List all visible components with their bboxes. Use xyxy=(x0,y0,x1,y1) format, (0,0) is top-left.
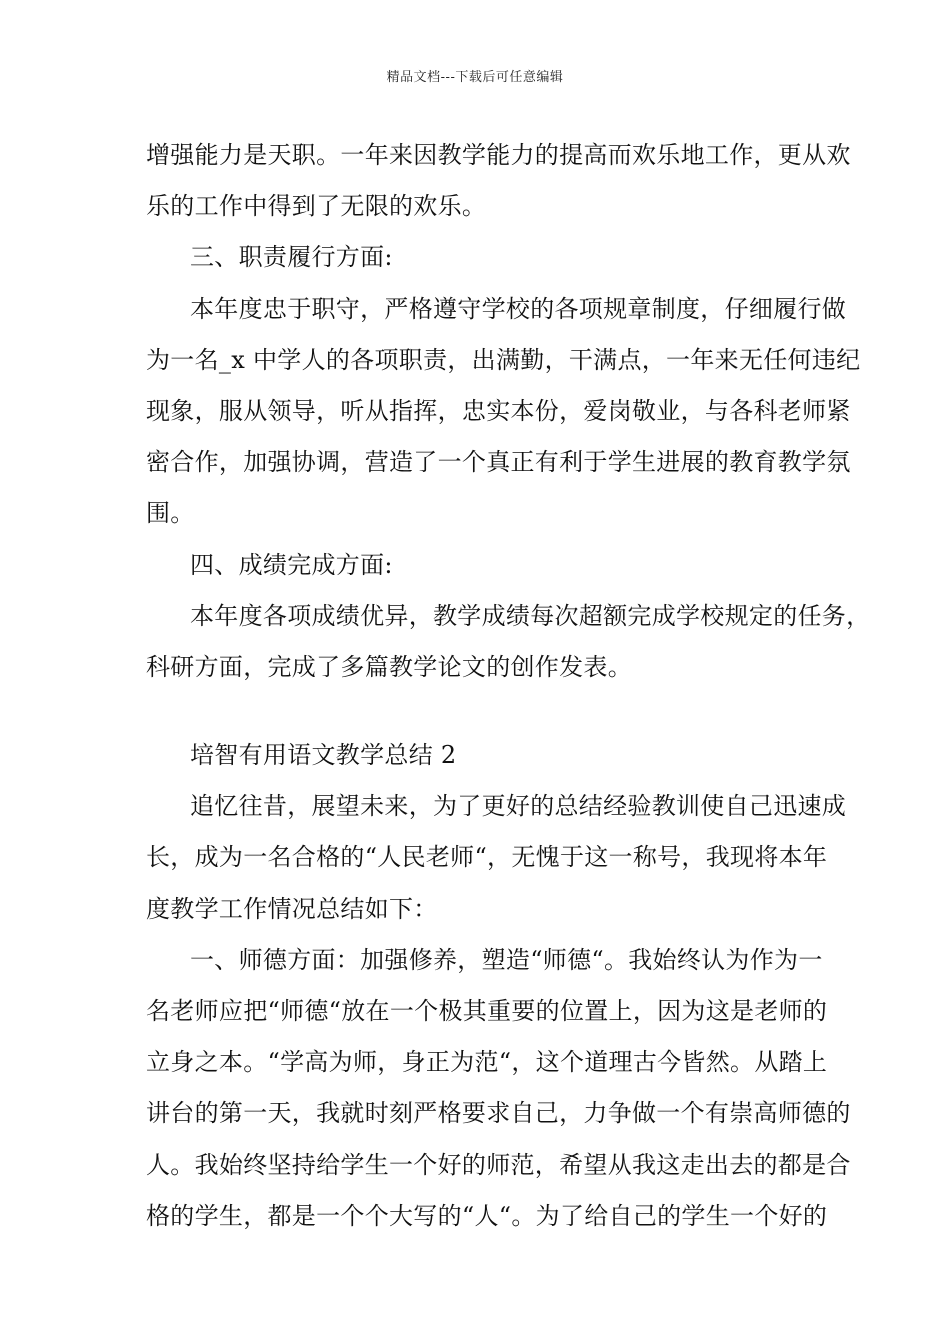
paragraph-line: 科研方面，完成了多篇教学论文的创作发表。 xyxy=(146,652,632,681)
paragraph-line: 格的学生，都是一个个大写的“人“。为了给自己的学生一个好的 xyxy=(146,1201,828,1230)
document-subtitle: 培智有用语文教学总结 2 xyxy=(190,741,457,770)
paragraph-line: 现象，服从领导，听从指挥，忠实本份，爱岗敬业，与各科老师紧 xyxy=(146,396,851,425)
paragraph-line: 一、师德方面：加强修养，塑造“师德“。我始终认为作为一 xyxy=(190,945,823,974)
paragraph-gap xyxy=(146,693,816,730)
paragraph-line: 围。 xyxy=(146,499,195,528)
paragraph-line: 度教学工作情况总结如下： xyxy=(146,894,438,923)
section-heading: 三、职责履行方面: xyxy=(190,243,393,272)
paragraph-line: 长，成为一名合格的“人民老师“，无愧于这一称号，我现将本年 xyxy=(146,843,828,872)
paragraph-line: 密合作，加强协调，营造了一个真正有利于学生进展的教育教学氛 xyxy=(146,448,851,477)
paragraph-line: 名老师应把“师德“放在一个极其重要的位置上，因为这是老师的 xyxy=(146,997,828,1025)
paragraph-line: 本年度各项成绩优异，教学成绩每次超额完成学校规定的任务， xyxy=(190,601,871,630)
paragraph-line: 追忆往昔，展望未来，为了更好的总结经验教训使自己迅速成 xyxy=(190,792,847,821)
paragraph-line: 为一名_x 中学人的各项职责，出满勤，干满点，一年来无任何违纪 xyxy=(146,345,861,374)
paragraph-line: 本年度忠于职守，严格遵守学校的各项规章制度，仔细履行做 xyxy=(190,294,847,323)
paragraph-line: 人。我始终坚持给学生一个好的师范，希望从我这走出去的都是合 xyxy=(146,1150,851,1179)
paragraph-line: 立身之本。“学高为师，身正为范“，这个道理古今皆然。从踏上 xyxy=(146,1048,828,1077)
paragraph-line: 乐的工作中得到了无限的欢乐。 xyxy=(146,192,487,221)
section-heading: 四、成绩完成方面: xyxy=(190,550,393,579)
document-body xyxy=(146,130,871,1242)
page-header: 精品文档---下载后可任意编辑 xyxy=(386,70,564,85)
paragraph-line: 增强能力是天职。一年来因教学能力的提高而欢乐地工作，更从欢 xyxy=(146,141,851,169)
paragraph-line: 讲台的第一天，我就时刻严格要求自己，力争做一个有崇高师德的 xyxy=(146,1099,851,1128)
